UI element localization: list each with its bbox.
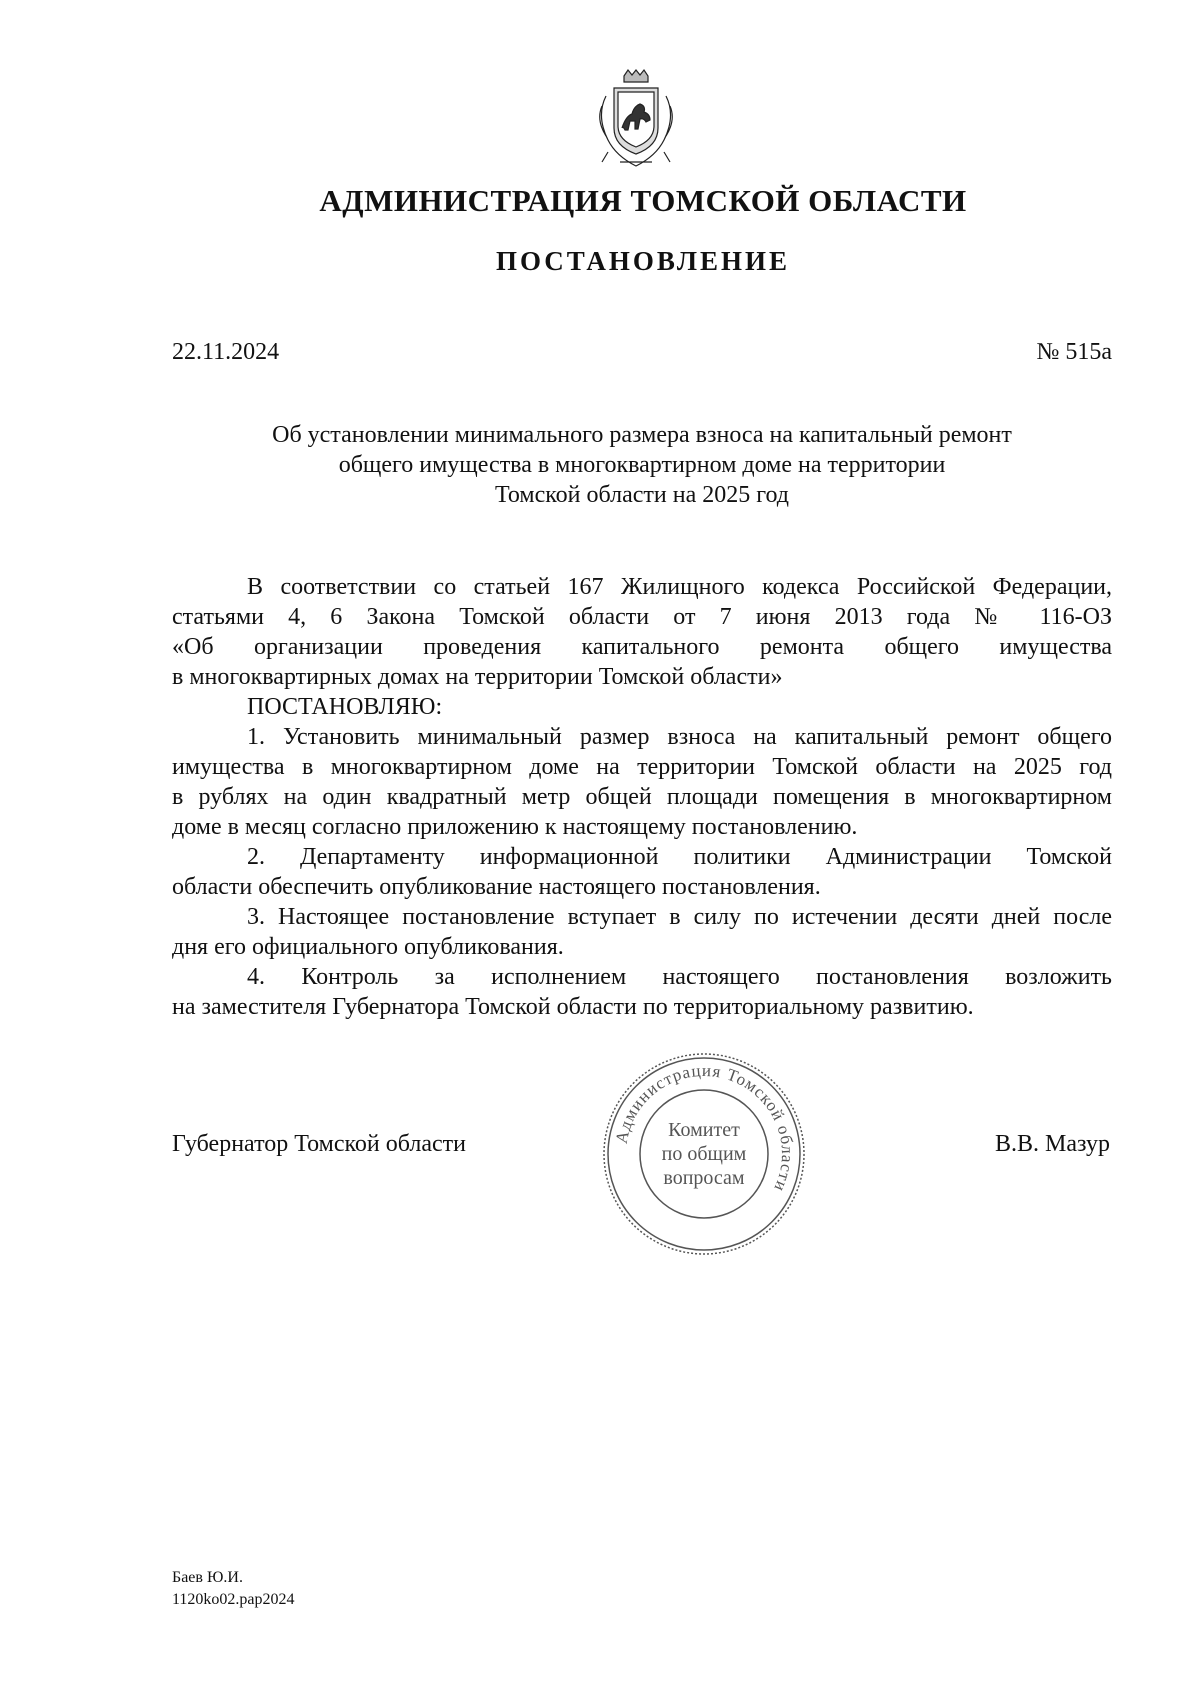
title-line: Томской области на 2025 год [494,482,789,508]
seal-center-line: по общим [661,1143,747,1165]
document-date: 22.11.2024 [172,339,280,365]
official-seal [598,1048,810,1260]
item-line: 4. Контроль за исполнением настоящего постановления возложить [247,964,1112,990]
preamble-line: В соответствии со статьей 167 Жилищного кодекса Российской Федерации, [247,574,1112,600]
organization-heading: АДМИНИСТРАЦИЯ ТОМСКОЙ ОБЛАСТИ [319,183,967,218]
item-line: 1. Установить минимальный размер взноса на капитальный ремонт общего [247,724,1112,750]
footer [172,1567,295,1611]
document-body [172,572,1112,1022]
item-line: 2. Департаменту информационной политики Администрации Томской [247,844,1112,870]
item-line: доме в месяц согласно приложению к настоящему постановлению. [172,814,858,840]
item-2 [172,842,1112,902]
item-3 [172,902,1112,962]
signatory-position: Губернатор Томской области [172,1131,466,1157]
executor-name: Баев Ю.И. [172,1569,243,1586]
signatory-name: В.В. Мазур [995,1131,1110,1157]
title-line: общего имущества в многоквартирном доме на территории [338,452,946,478]
item-line: дня его официального опубликования. [172,934,564,960]
file-reference: 1120ko02.pap2024 [172,1591,295,1608]
item-4 [172,962,1112,1022]
preamble-line: статьями 4, 6 Закона Томской области от 7 июня 2013 года № 116-ОЗ [172,604,1112,630]
item-line: в рублях на один квадратный метр общей площади помещения в многоквартирном [172,784,1112,810]
item-line: области обеспечить опубликование настоящего постановления. [172,874,821,900]
seal-ring-text: Администрация Томской области [611,1060,798,1196]
resolve-word: ПОСТАНОВЛЯЮ: [247,694,443,720]
preamble [172,572,1112,692]
preamble-line: «Об организации проведения капитального ремонта общего имущества [172,634,1112,660]
coat-of-arms-icon [580,66,692,178]
seal-center-line: вопросам [663,1167,745,1189]
document-number: № 515а [1036,339,1112,365]
item-line: на заместителя Губернатора Томской области по территориальному развитию. [172,994,974,1020]
title-line: Об установлении минимального размера взноса на капитальный ремонт [272,422,1012,448]
seal-center-line: Комитет [668,1119,740,1141]
document-type-heading: ПОСТАНОВЛЕНИЕ [495,246,791,276]
item-line: имущества в многоквартирном доме на территории Томской области на 2025 год [172,754,1112,780]
item-1 [172,722,1112,842]
document-title [172,420,1112,510]
item-line: 3. Настоящее постановление вступает в силу по истечении десяти дней после [247,904,1112,930]
preamble-line: в многоквартирных домах на территории Томской области» [172,664,783,690]
